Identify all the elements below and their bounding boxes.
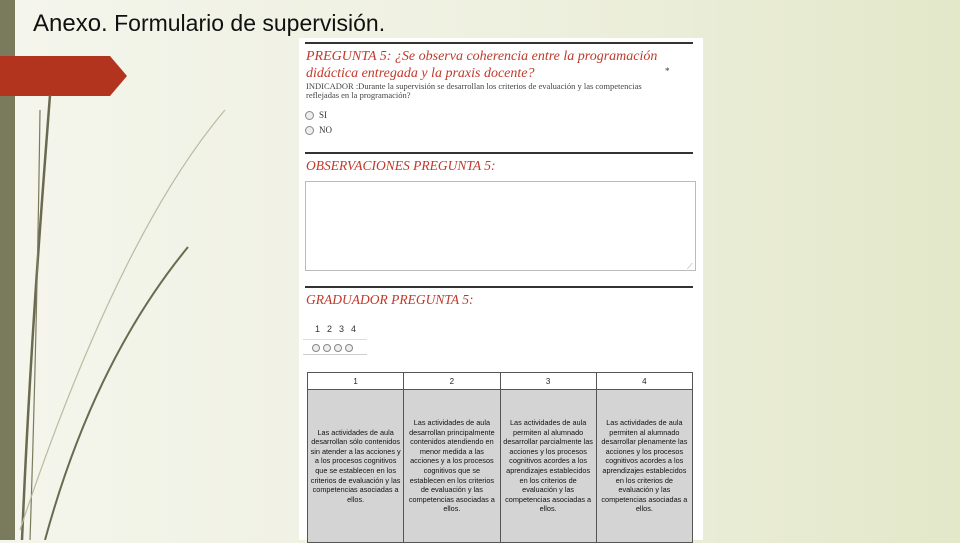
required-mark: * — [665, 66, 670, 76]
table-header: 3 — [500, 373, 596, 390]
option-no[interactable] — [305, 125, 332, 135]
question-indicator: INDICADOR :Durante la supervisión se desarrollan los criterios de evaluación y las competencias reflejadas en la programación? — [306, 81, 642, 100]
option-label: SI — [319, 110, 328, 120]
divider — [303, 339, 367, 340]
scale-radio-1[interactable] — [312, 344, 320, 352]
divider — [305, 286, 693, 288]
scale-label: 2 — [327, 324, 333, 334]
scale-label: 3 — [339, 324, 345, 334]
slide-title — [33, 10, 385, 38]
table-row — [308, 390, 693, 543]
scale-label: 4 — [351, 324, 357, 334]
scale-radio-4[interactable] — [345, 344, 353, 352]
grader-title: GRADUADOR PREGUNTA 5: — [306, 292, 474, 307]
divider — [303, 354, 367, 355]
table-header: 1 — [308, 373, 404, 390]
resize-grip-icon[interactable]: ⟋ — [687, 262, 693, 271]
supervision-form — [299, 38, 703, 540]
question-title: PREGUNTA 5: ¿Se observa coherencia entre la programación didáctica entregada y la praxis docente? — [306, 49, 658, 81]
table-cell: Las actividades de aula desarrollan sólo contenidos sin atender a las acciones y a los procesos cognitivos que se establecen en los criterios de evaluación y las competencias asociadas a ellos. — [308, 390, 404, 543]
grader-scale-labels — [315, 324, 356, 334]
decorative-lines — [0, 0, 300, 540]
slide-title-strong: Anexo. — [33, 10, 108, 37]
table-header: 2 — [404, 373, 500, 390]
rubric-table — [307, 372, 693, 543]
table-header: 4 — [596, 373, 692, 390]
table-cell: Las actividades de aula permiten al alumnado desarrollar plenamente las acciones y los procesos cognitivos acordes a los aprendizajes establecidos en los criterios de evaluación y las competencias asociadas a ellos. — [596, 390, 692, 543]
scale-radio-3[interactable] — [334, 344, 342, 352]
scale-radio-2[interactable] — [323, 344, 331, 352]
grader-scale-radios — [312, 344, 353, 352]
observations-textarea[interactable] — [305, 181, 696, 271]
slide-title-rest: Formulario de supervisión. — [107, 10, 386, 36]
divider — [305, 152, 693, 154]
table-cell: Las actividades de aula permiten al alumnado desarrollar parcialmente las acciones y los procesos cognitivos acordes a los aprendizajes establecidos en los criterios de evaluación y las competencias asociadas a ellos. — [500, 390, 596, 543]
scale-label: 1 — [315, 324, 321, 334]
radio-button[interactable] — [305, 111, 314, 120]
observations-title: OBSERVACIONES PREGUNTA 5: — [306, 158, 496, 173]
option-si[interactable] — [305, 110, 327, 120]
option-label: NO — [319, 125, 332, 135]
table-header-row — [308, 373, 693, 390]
table-cell: Las actividades de aula desarrollan principalmente contenidos atendiendo en menor medida a las acciones y a los procesos cognitivos que se establecen en los criterios de evaluación y las competencias asociadas a ellos. — [404, 390, 500, 543]
radio-button[interactable] — [305, 126, 314, 135]
divider — [305, 42, 693, 44]
